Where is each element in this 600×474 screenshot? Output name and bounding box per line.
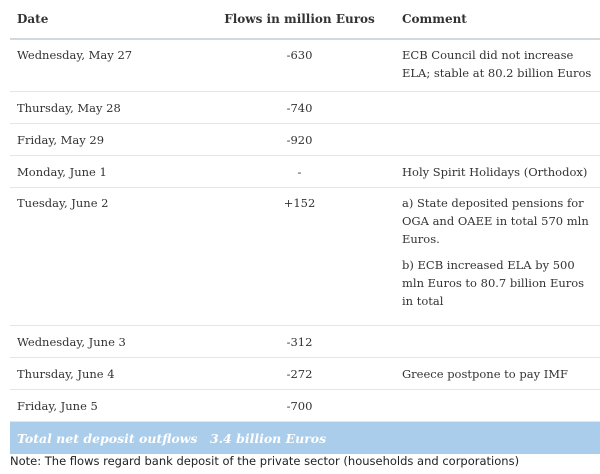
row-flow: +152 [283,196,316,210]
row-comment [396,333,600,357]
row-date: Friday, May 29 [17,133,105,147]
table-row [10,156,600,188]
table-row [10,188,600,326]
row-comment: Holy Spirit Holidays (Orthodox) [402,165,588,179]
table-row [10,92,600,124]
row-date: Wednesday, May 27 [17,48,133,62]
row-date: Thursday, June 4 [17,367,115,381]
header-comment: Comment [402,12,467,26]
row-comment [396,397,600,421]
table-row [10,124,600,156]
row-flow: -740 [286,101,313,115]
row-flow: -312 [286,335,313,349]
row-flow: -920 [286,133,313,147]
row-flow: -272 [286,367,313,381]
deposit-flows-table [10,0,600,454]
row-comment: ECB Council did not increase ELA; stable at 80.2 billion Euros [402,48,592,80]
table-row [10,326,600,358]
total-label: Total net deposit outflows [17,430,198,446]
footnote: Note: The flows regard bank deposit of the private sector (households and corporations) [10,454,520,468]
row-date: Thursday, May 28 [17,101,121,115]
comment-paragraph-b: b) ECB increased ELA by 500 mln Euros to 80.7 billion Euros in total [402,258,585,308]
row-date: Tuesday, June 2 [17,196,109,210]
total-value: 3.4 billion Euros [210,430,327,446]
row-date: Friday, June 5 [17,399,98,413]
row-comment [396,99,600,123]
row-flow: -630 [286,48,313,62]
row-date: Monday, June 1 [17,165,107,179]
row-comment [396,194,600,325]
table-header [10,0,600,40]
table-row [10,358,600,390]
comment-paragraph-a: a) State deposited pensions for OGA and OAEE in total 570 mln Euros. [402,196,589,246]
row-comment: Greece postpone to pay IMF [402,367,569,381]
header-date: Date [17,12,49,26]
row-comment [396,131,600,155]
row-flow: - [297,165,302,179]
table-row [10,390,600,422]
row-flow: -700 [286,399,313,413]
total-row [10,422,600,454]
table-row [10,40,600,92]
header-flows: Flows in million Euros [224,12,375,26]
row-date: Wednesday, June 3 [17,335,126,349]
